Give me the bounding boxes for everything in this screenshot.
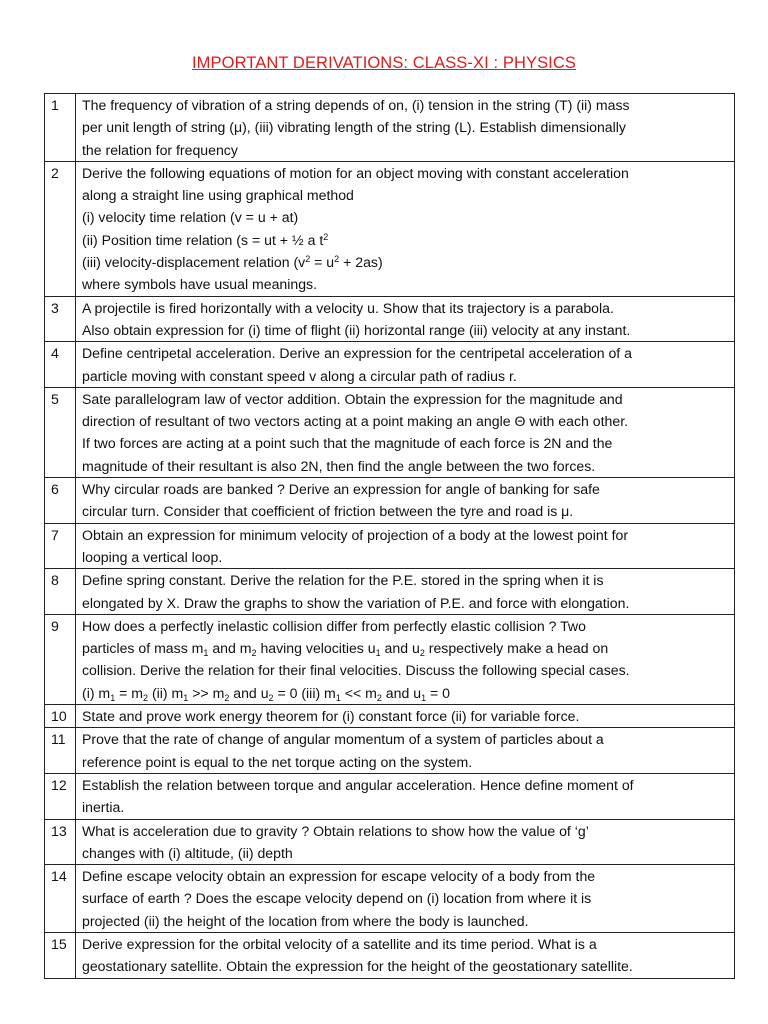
- question-number: 9: [45, 614, 76, 704]
- question-text-line: per unit length of string (μ), (iii) vibrating length of the string (L). Establish dimensionally: [82, 119, 626, 136]
- question-text-line: along a straight line using graphical method: [82, 187, 354, 204]
- question-row: [45, 161, 735, 296]
- question-text: [76, 296, 735, 342]
- question-text-line: inertia.: [82, 799, 125, 816]
- question-text-line: elongated by X. Draw the graphs to show the variation of P.E. and force with elongation.: [82, 594, 630, 611]
- question-text-line: The frequency of vibration of a string depends of on, (i) tension in the string (T) (ii) mass: [82, 97, 630, 113]
- question-number: 13: [45, 819, 76, 865]
- question-text: [76, 94, 735, 162]
- question-number: 10: [45, 705, 76, 728]
- question-row: [45, 705, 735, 728]
- question-text-line: the relation for frequency: [82, 141, 238, 158]
- question-text-line: (i) velocity time relation (v = u + at): [82, 209, 299, 226]
- question-number: 2: [45, 161, 76, 296]
- derivations-table: [44, 93, 735, 979]
- question-text-line: Also obtain expression for (i) time of flight (ii) horizontal range (iii) velocity at any instant.: [82, 321, 631, 338]
- question-text: [76, 705, 735, 728]
- question-number: 1: [45, 94, 76, 162]
- question-row: [45, 614, 735, 704]
- question-number: 3: [45, 296, 76, 342]
- question-text-line: Derive expression for the orbital velocity of a satellite and its time period. What is a: [82, 935, 597, 952]
- question-row: [45, 478, 735, 524]
- question-text-line: Obtain an expression for minimum velocity of projection of a body at the lowest point for: [82, 526, 629, 543]
- question-text-line: State and prove work energy theorem for (i) constant force (ii) for variable force.: [82, 708, 580, 725]
- question-text-line: Derive the following equations of motion for an object moving with constant acceleration: [82, 164, 629, 181]
- question-text: [76, 728, 735, 774]
- question-text-line: Define escape velocity obtain an expression for escape velocity of a body from the: [82, 868, 596, 885]
- question-number: 7: [45, 523, 76, 569]
- question-text-line: What is acceleration due to gravity ? Obtain relations to show how the value of ‘g’: [82, 822, 589, 839]
- question-text-line: reference point is equal to the net torque acting on the system.: [82, 753, 473, 770]
- question-text-line: circular turn. Consider that coefficient of friction between the tyre and road is μ.: [82, 503, 574, 520]
- question-text-line: particles of mass $m_1$ and $m_2$ having velocities $u_1$ and $u_2$ respectively make a head on: [82, 640, 609, 659]
- question-number: 11: [45, 728, 76, 774]
- question-row: [45, 387, 735, 477]
- question-text-line: geostationary satellite. Obtain the expression for the height of the geostationary satellite.: [82, 958, 633, 975]
- question-text: [76, 478, 735, 524]
- question-text-line: changes with (i) altitude, (ii) depth: [82, 844, 293, 861]
- question-text-line: Why circular roads are banked ? Derive an expression for angle of banking for safe: [82, 481, 600, 498]
- question-text-line: Establish the relation between torque and angular acceleration. Hence define moment of: [82, 776, 634, 793]
- question-text: [76, 932, 735, 978]
- question-text-line: direction of resultant of two vectors acting at a point making an angle Θ with each other.: [82, 413, 629, 430]
- question-row: [45, 773, 735, 819]
- question-text: [76, 387, 735, 477]
- question-row: [45, 865, 735, 933]
- question-text-line: (ii) Position time relation (s = ut + ½ a $t^2$: [82, 231, 329, 248]
- question-number: 15: [45, 932, 76, 978]
- question-text-line: Sate parallelogram law of vector addition. Obtain the expression for the magnitude and: [82, 390, 623, 407]
- question-text: [76, 865, 735, 933]
- question-text-line: particle moving with constant speed v along a circular path of radius r.: [82, 367, 517, 384]
- question-row: [45, 296, 735, 342]
- question-text-line: (i) $m_1 = m_2$ (ii) $m_1 >> m_2$ and $u_2 = 0$ (iii) $m_1 << m_2$ and $u_1 = 0$: [82, 684, 450, 703]
- question-text-line: A projectile is fired horizontally with a velocity u. Show that its trajectory is a parabola.: [82, 299, 614, 316]
- question-row: [45, 342, 735, 388]
- question-number: 14: [45, 865, 76, 933]
- question-number: 6: [45, 478, 76, 524]
- question-text-line: Define spring constant. Derive the relation for the P.E. stored in the spring when it is: [82, 572, 604, 589]
- question-row: [45, 569, 735, 615]
- question-number: 5: [45, 387, 76, 477]
- question-row: [45, 932, 735, 978]
- question-text-line: Prove that the rate of change of angular momentum of a system of particles about a: [82, 731, 604, 748]
- page-title: IMPORTANT DERIVATIONS: CLASS-XI : PHYSICS: [192, 54, 576, 72]
- question-row: [45, 728, 735, 774]
- question-text-line: If two forces are acting at a point such that the magnitude of each force is 2N and the: [82, 435, 613, 452]
- question-text-line: magnitude of their resultant is also 2N, then find the angle between the two forces.: [82, 457, 596, 474]
- question-row: [45, 523, 735, 569]
- question-text: [76, 819, 735, 865]
- question-text: [76, 523, 735, 569]
- question-row: [45, 94, 735, 162]
- question-text-line: Define centripetal acceleration. Derive an expression for the centripetal acceleration of a: [82, 345, 632, 362]
- question-number: 12: [45, 773, 76, 819]
- question-text: [76, 161, 735, 296]
- question-text: [76, 569, 735, 615]
- question-text: [76, 342, 735, 388]
- question-text-line: surface of earth ? Does the escape velocity depend on (i) location from where it is: [82, 890, 592, 907]
- derivations-table-body: [45, 94, 735, 979]
- question-text: [76, 773, 735, 819]
- question-text-line: How does a perfectly inelastic collision differ from perfectly elastic collision ? Two: [82, 617, 586, 634]
- question-text-line: collision. Derive the relation for their final velocities. Discuss the following special cases.: [82, 662, 630, 679]
- question-row: [45, 819, 735, 865]
- question-number: 4: [45, 342, 76, 388]
- question-text-line: looping a vertical loop.: [82, 548, 223, 565]
- question-text-line: (iii) velocity-displacement relation $(v^2 = u^2 + 2as)$: [82, 254, 383, 271]
- question-text-line: where symbols have usual meanings.: [82, 276, 318, 293]
- question-text-line: projected (ii) the height of the location from where the body is launched.: [82, 912, 529, 929]
- question-text: [76, 614, 735, 704]
- question-number: 8: [45, 569, 76, 615]
